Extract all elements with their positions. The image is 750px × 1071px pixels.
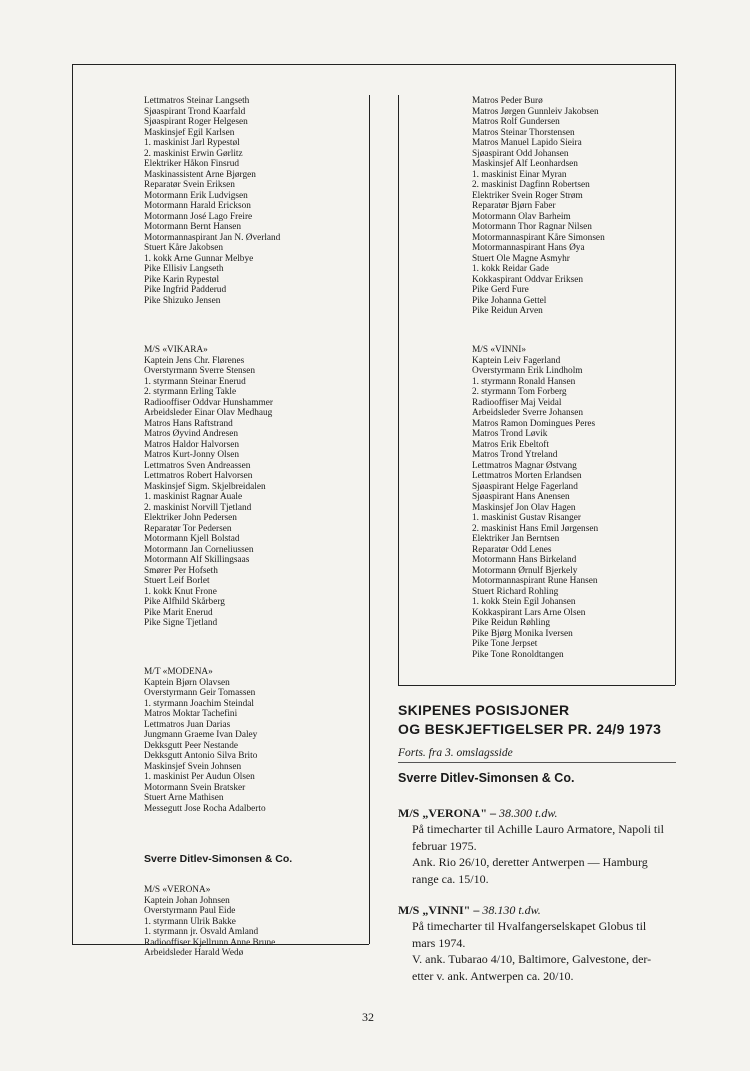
ship-heading-verona: M/S «VERONA» [144,885,211,895]
vinni-section [472,345,672,660]
crew-line: Motormann Olav Barheim [472,211,571,222]
crew-line: V. ank. Tubarao 4/10, Baltimore, Galvestone, der- [412,952,652,966]
position-ship-name: M/S „VERONA" – [398,806,499,820]
crew-line: 1. styrmann Ronald Hansen [472,376,576,387]
crew-line: Pike Ellisiv Langseth [144,264,224,274]
frame-inner-left-border [398,95,399,685]
crew-line: 2. maskinist Hans Emil Jørgensen [472,523,599,534]
crew-line: Motormann José Lago Freire [144,211,253,222]
crew-line: 1. styrmann Joachim Steindal [144,698,254,709]
position-ship-dw: 38.130 t.dw. [482,903,541,917]
crew-line: etter v. ank. Antwerpen ca. 20/10. [412,968,574,983]
frame-right-bottom-border [398,685,675,686]
crew-line: Pike Karin Rypestøl [144,274,220,285]
crew-line: Motormann Hans Birkeland [472,555,577,565]
crew-line: Jungmann Graeme Ivan Daley [144,730,258,740]
crew-line: Ank. Rio 26/10, deretter Antwerpen — Hamburg [412,855,648,869]
crew-line: Elektriker John Pedersen [144,513,237,523]
crew-line: Messegutt Jose Rocha Adalberto [144,803,266,814]
crew-line: 2. maskinist Norvill Tjetland [144,502,252,513]
crew-line: 2. styrmann Tom Forberg [472,387,567,397]
crew-line: Motormann Bernt Hansen [144,222,242,232]
vikara-section [144,345,364,629]
crew-line: Sjøaspirant Roger Helgesen [144,117,248,127]
positions-heading-line1: SKIPENES POSISJONER [398,702,570,718]
vinni-crew-list [472,356,672,661]
modena-section [144,667,364,814]
crew-line: Reparatør Tor Pedersen [144,523,232,534]
crew-line: 1. maskinist Jarl Rypestøl [144,138,240,148]
company-heading-right: Sverre Ditlev-Simonsen & Co. [398,771,575,785]
crew-line: Maskinsjef Egil Karlsen [144,127,235,138]
crew-line: 1. maskinist Gustav Risanger [472,513,581,523]
frame-top-border [72,64,676,65]
positions-heading-line2: OG BESKJEFTIGELSER PR. 24/9 1973 [398,721,662,737]
crew-line: Matros Rolf Gundersen [472,117,560,127]
crew-line: Stuert Leif Borlet [144,576,210,586]
crew-line: Elektriker Svein Roger Strøm [472,190,583,201]
crew-line: Motormannaspirant Rune Hansen [472,576,598,586]
vikara-crew-list [144,356,364,629]
crew-line: 1. kokk Reidar Gade [472,264,549,274]
crew-line: Motormann Alf Skillingsaas [144,555,250,565]
crew-line: 1. kokk Stein Egil Johansen [472,597,576,607]
frame-middle-border [369,95,370,944]
crew-line: 1. maskinist Ragnar Auale [144,492,243,502]
crew-line: Stuert Arne Mathisen [144,793,224,803]
crew-line: Sjøaspirant Trond Kaarfald [144,106,246,117]
crew-line: På timecharter til Hvalfangerselskapet Globus til [412,919,647,933]
crew-line: Motormann Harald Erickson [144,201,251,211]
crew-line: Lettmatros Magnar Østvang [472,460,577,471]
crew-line: Lettmatros Robert Halvorsen [144,471,253,481]
crew-line: Kokkaspirant Oddvar Eriksen [472,274,584,285]
crew-line: Matros Haldor Halvorsen [144,439,240,450]
company-heading-left: Sverre Ditlev-Simonsen & Co. [144,853,293,865]
crew-line: Arbeidsleder Sverre Johansen [472,408,584,418]
frame-left-border [72,64,73,944]
ship-heading-modena: M/T «MODENA» [144,667,213,677]
crew-line: Kaptein Bjørn Olavsen [144,677,230,688]
crew-line: range ca. 15/10. [412,871,489,886]
crew-line: Matros Trond Løvik [472,429,548,439]
position-ship-name: M/S „VINNI" – [398,903,483,917]
frame-right-border [675,64,676,685]
crew-line: Motormann Thor Ragnar Nilsen [472,222,592,232]
crew-line: Arbeidsleder Einar Olav Medhaug [144,408,273,418]
crew-line: Elektriker Håkon Finsrud [144,159,240,169]
crew-line: 1. maskinist Per Audun Olsen [144,772,255,782]
crew-line: Maskinsjef Svein Johnsen [144,761,242,772]
right-crew-list-continued [472,96,672,317]
crew-line: Pike Tone Ronoldtangen [472,649,564,660]
crew-line: Pike Marit Enerud [144,607,213,618]
crew-line: Kokkaspirant Lars Arne Olsen [472,607,586,618]
crew-line: Dekksgutt Antonio Silva Brito [144,751,258,761]
crew-line: 1. kokk Arne Gunnar Melbye [144,253,254,264]
crew-line: Pike Alfhild Skårberg [144,597,225,607]
crew-line: Matros Hans Raftstrand [144,418,233,429]
crew-line: Sjøaspirant Helge Fagerland [472,481,578,492]
crew-line: Matros Jørgen Gunnleiv Jakobsen [472,106,599,117]
crew-line: Radiooffiser Maj Veidal [472,397,562,408]
crew-line: Radiooffiser Kjellrunn Anne Brune [144,937,276,948]
crew-line: Pike Gerd Fure [472,285,529,295]
crew-line: Sjøaspirant Hans Anensen [472,492,570,502]
crew-line: Sjøaspirant Odd Johansen [472,148,569,159]
crew-line: Lettmatros Morten Erlandsen [472,471,582,481]
crew-line: februar 1975. [412,838,477,853]
crew-line: Matros Moktar Tachefini [144,709,238,719]
crew-line: Pike Signe Tjetland [144,618,218,628]
crew-line: 1. styrmann Steinar Enerud [144,376,246,387]
crew-line: Pike Bjørg Monika Iversen [472,628,573,639]
crew-line: Pike Reidun Røhling [472,618,550,628]
crew-line: Pike Ingfrid Padderud [144,285,227,295]
crew-line: Lettmatros Sven Andreassen [144,460,251,471]
crew-line: På timecharter til Achille Lauro Armatore, Napoli til [412,822,664,836]
ship-heading-vinni: M/S «VINNI» [472,345,526,355]
crew-line: Kaptein Jens Chr. Flørenes [144,355,245,366]
crew-line: Pike Reidun Arven [472,306,543,316]
crew-line: Matros Erik Ebeltoft [472,439,549,450]
crew-line: Reparatør Svein Eriksen [144,180,235,190]
crew-line: Motormann Erik Ludvigsen [144,190,248,201]
crew-line: Motormann Svein Bratsker [144,782,246,793]
page-number: 32 [362,1010,374,1024]
crew-line: 1. maskinist Einar Myran [472,169,567,180]
position-ship-title [398,903,678,918]
crew-line: Matros Kurt-Jonny Olsen [144,450,240,460]
crew-line: Dekksgutt Peer Nestande [144,740,238,751]
crew-line: 1. styrmann Ulrik Bakke [144,916,236,927]
crew-line: Stuert Richard Rohling [472,586,559,597]
verona-crew-list [144,896,364,959]
crew-line: Matros Steinar Thorstensen [472,127,575,138]
crew-line: Overstyrmann Geir Tomassen [144,688,256,698]
modena-crew-list [144,678,364,815]
crew-line: Stuert Ole Magne Asmyhr [472,253,570,264]
position-vinni [398,903,678,984]
left-crew-list-continued [144,96,364,306]
crew-line: Maskinsjef Sigm. Skjelbreidalen [144,481,266,492]
crew-line: Motormannaspirant Jan N. Øverland [144,232,281,243]
crew-line: Maskinsjef Alf Leonhardsen [472,159,578,169]
crew-line: Reparatør Odd Lenes [472,544,552,555]
position-verona [398,806,678,887]
crew-line: Overstyrmann Erik Lindholm [472,366,583,376]
position-text [398,821,678,887]
crew-line: mars 1974. [412,935,466,950]
crew-line: 2. maskinist Dagfinn Robertsen [472,180,590,190]
position-text [398,918,678,984]
crew-line: Smører Per Hofseth [144,565,218,576]
crew-line: Overstyrmann Sverre Stensen [144,366,256,376]
crew-line: 2. maskinist Erwin Gørlitz [144,148,243,159]
crew-line: 2. styrmann Erling Takle [144,387,237,397]
crew-line: Radiooffiser Oddvar Hunshammer [144,397,273,408]
crew-line: Elektriker Jan Berntsen [472,534,560,544]
crew-line: Matros Peder Burø [472,96,543,106]
crew-line: Pike Johanna Gettel [472,295,547,306]
crew-line: Maskinassistent Arne Bjørgen [144,169,256,180]
verona-section [144,885,364,959]
continued-note: Forts. fra 3. omslagsside [398,747,676,763]
crew-line: Kaptein Johan Johnsen [144,895,230,906]
ship-heading-vikara: M/S «VIKARA» [144,345,208,355]
crew-line: Arbeidsleder Harald Wedø [144,948,244,958]
crew-line: Motormannaspirant Hans Øya [472,243,585,253]
crew-line: 1. styrmann jr. Osvald Amland [144,927,259,937]
crew-line: Motormann Jan Corneliussen [144,544,254,555]
crew-line: Pike Shizuko Jensen [144,295,221,306]
crew-line: 1. kokk Knut Frone [144,586,217,597]
position-ship-title [398,806,678,821]
crew-line: Lettmatros Juan Darias [144,719,231,730]
crew-line: Reparatør Bjørn Faber [472,201,556,211]
crew-line: Stuert Kåre Jakobsen [144,243,224,253]
crew-line: Lettmatros Steinar Langseth [144,96,250,106]
crew-line: Pike Tone Jerpset [472,639,538,649]
crew-line: Matros Øyvind Andresen [144,429,238,439]
crew-line: Matros Ramon Domingues Peres [472,418,596,429]
crew-line: Matros Manuel Lapido Sieira [472,138,582,148]
crew-line: Matros Trond Ytreland [472,450,558,460]
crew-line: Maskinsjef Jon Olav Hagen [472,502,576,513]
positions-heading [398,701,698,739]
crew-line: Motormann Ørnulf Bjerkely [472,565,578,576]
crew-line: Kaptein Leiv Fagerland [472,355,561,366]
crew-line: Motormann Kjell Bolstad [144,534,240,544]
crew-line: Overstyrmann Paul Eide [144,906,236,916]
position-ship-dw: 38.300 t.dw. [499,806,558,820]
crew-line: Motormannaspirant Kåre Simonsen [472,232,605,243]
